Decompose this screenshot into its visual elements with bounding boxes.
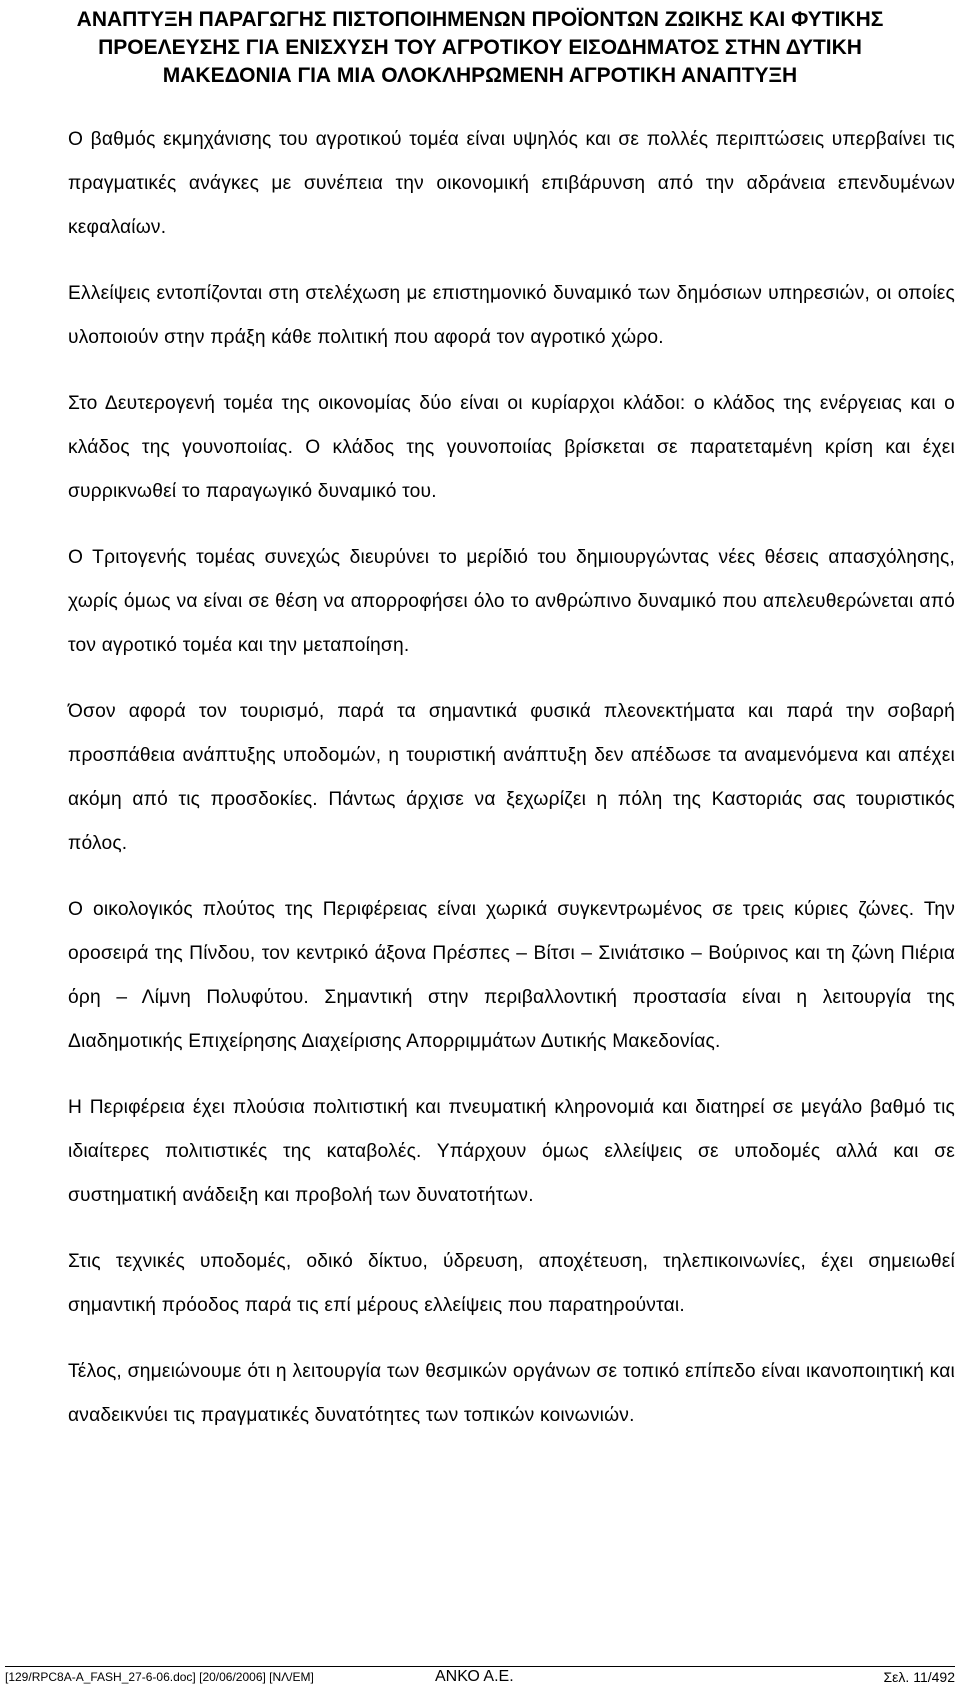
paragraph-staffing: Ελλείψεις εντοπίζονται στη στελέχωση με επιστημονικό δυναμικό των δημόσιων υπηρεσιών, οι οποίες υλοποιούν στην πράξη κάθε πολιτική που αφορά τον αγροτικό χώρο. (68, 283, 955, 348)
paragraph-institutional-bodies: Τέλος, σημειώνουμε ότι η λειτουργία των θεσμικών οργάνων σε τοπικό επίπεδο είναι ικανοποιητική και αναδεικνύει τις πραγματικές δυνατότητες των τοπικών κοινωνιών. (68, 1361, 955, 1426)
footer-file-info: [129/RPC8A-A_FASH_27-6-06.doc] [20/06/2006] [ΝΛ/ΕΜ] (5, 1670, 314, 1684)
header-title-line-3: ΜΑΚΕΔΟΝΙΑ ΓΙΑ ΜΙΑ ΟΛΟΚΛΗΡΩΜΕΝΗ ΑΓΡΟΤΙΚΗ ΑΝΑΠΤΥΞΗ (162, 64, 798, 87)
paragraph-tourism: Όσον αφορά τον τουρισμό, παρά τα σημαντικά φυσικά πλεονεκτήματα και παρά την σοβαρή προσπάθεια ανάπτυξης υποδομών, η τουριστική ανάπτυξη δεν απέδωσε τα αναμενόμενα και απέχει ακόμη από τις προσδοκίες. Πάντως άρχισε να ξεχωρίζει η πόλη της Καστοριάς σας τουριστικός πόλος. (68, 701, 955, 854)
paragraph-cultural-heritage: Η Περιφέρεια έχει πλούσια πολιτιστική και πνευματική κληρονομιά και διατηρεί σε μεγάλο βαθμό τις ιδιαίτερες πολιτιστικές της καταβολές. Υπάρχουν όμως ελλείψεις σε υποδομές αλλά και σε συστηματική ανάδειξη και προβολή των δυνατοτήτων. (68, 1097, 955, 1206)
paragraph-mechanization: Ο βαθμός εκμηχάνισης του αγροτικού τομέα είναι υψηλός και σε πολλές περιπτώσεις υπερβαίνει τις πραγματικές ανάγκες με συνέπεια την οικονομική επιβάρυνση από την αδράνεια επενδυμένων κεφαλαίων. (68, 129, 955, 238)
footer-company: ΑΝΚΟ Α.Ε. (435, 1668, 514, 1685)
document-body (68, 118, 955, 1460)
document-footer (5, 1666, 955, 1687)
paragraph-secondary-sector: Στο Δευτερογενή τομέα της οικονομίας δύο είναι οι κυρίαρχοι κλάδοι: ο κλάδος της ενέργειας και ο κλάδος της γουνοποιίας. Ο κλάδος της γουνοποιίας βρίσκεται σε παρατεταμένη κρίση και έχει συρρικνωθεί το παραγωγικό δυναμικό του. (68, 393, 955, 502)
document-header (0, 6, 960, 90)
header-title-line-2: ΠΡΟΕΛΕΥΣΗΣ ΓΙΑ ΕΝΙΣΧΥΣΗ ΤΟΥ ΑΓΡΟΤΙΚΟΥ ΕΙΣΟΔΗΜΑΤΟΣ ΣΤΗΝ ΔΥΤΙΚΗ (98, 36, 862, 59)
header-title-line-1: ΑΝΑΠΤΥΞΗ ΠΑΡΑΓΩΓΗΣ ΠΙΣΤΟΠΟΙΗΜΕΝΩΝ ΠΡΟΪΟΝΤΩΝ ΖΩΙΚΗΣ ΚΑΙ ΦΥΤΙΚΗΣ (76, 8, 884, 31)
footer-page-number: Σελ. 11/492 (883, 1669, 955, 1685)
paragraph-ecological-wealth: Ο οικολογικός πλούτος της Περιφέρειας είναι χωρικά συγκεντρωμένος σε τρεις κύριες ζώνες. Την οροσειρά της Πίνδου, τον κεντρικό άξονα Πρέσπες – Βίτσι – Σινιάτσικο – Βούρινος και τη ζώνη Πιέρια όρη – Λίμνη Πολυφύτου. Σημαντική στην περιβαλλοντική προστασία είναι η λειτουργία της Διαδημοτικής Επιχείρησης Διαχείρισης Απορριμμάτων Δυτικής Μακεδονίας. (68, 899, 955, 1052)
paragraph-technical-infrastructure: Στις τεχνικές υποδομές, οδικό δίκτυο, ύδρευση, αποχέτευση, τηλεπικοινωνίες, έχει σημειωθεί σημαντική πρόοδος παρά τις επί μέρους ελλείψεις που παρατηρούνται. (68, 1251, 955, 1316)
paragraph-tertiary-sector: Ο Τριτογενής τομέας συνεχώς διευρύνει το μερίδιό του δημιουργώντας νέες θέσεις απασχόλησης, χωρίς όμως να είναι σε θέση να απορροφήσει όλο το ανθρώπινο δυναμικό που απελευθερώνεται από τον αγροτικό τομέα και την μεταποίηση. (68, 547, 955, 656)
